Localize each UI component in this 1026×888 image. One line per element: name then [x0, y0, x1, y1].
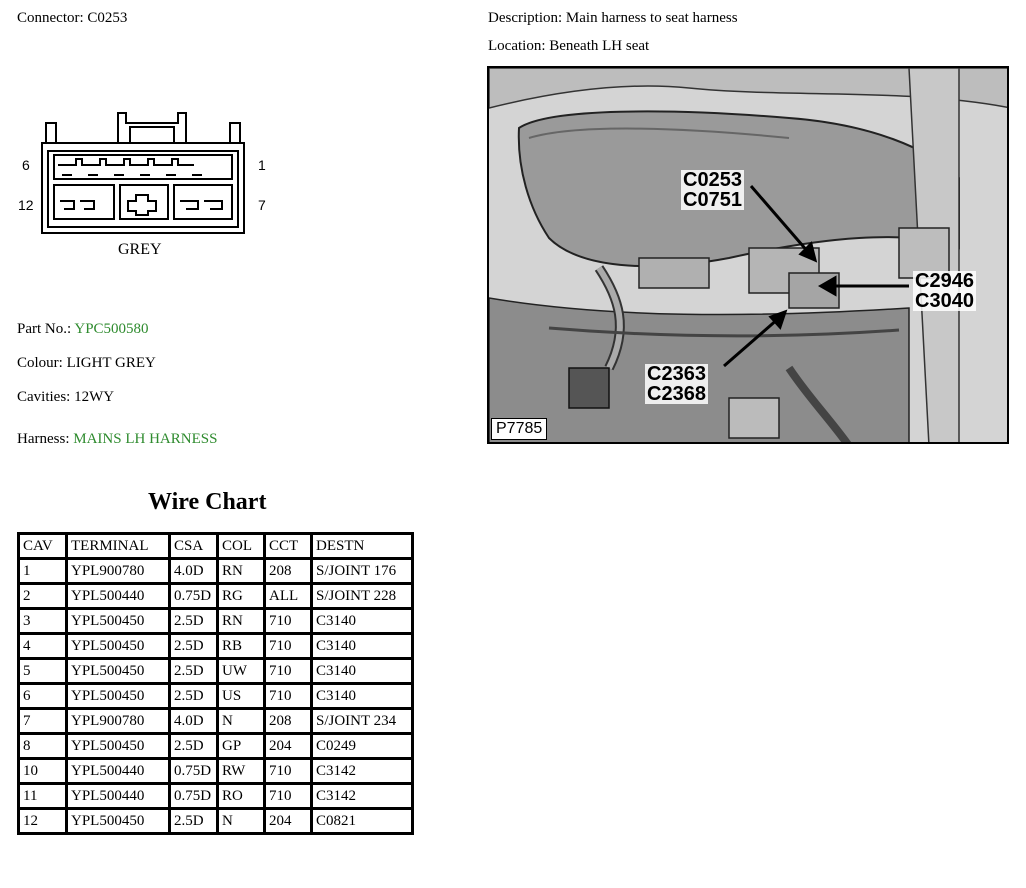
cell-csa: 2.5D [170, 634, 218, 659]
cell-col: US [218, 684, 265, 709]
photo-illustration [489, 68, 1009, 444]
cell-destn: C3140 [312, 634, 413, 659]
connector-colour-label: GREY [118, 241, 162, 258]
cell-col: RW [218, 759, 265, 784]
cell-cct: ALL [265, 584, 312, 609]
cell-cct: 710 [265, 609, 312, 634]
cell-destn: C0821 [312, 809, 413, 834]
callout-c0751-text: C0751 [683, 189, 742, 211]
cell-csa: 2.5D [170, 809, 218, 834]
header-terminal: TERMINAL [67, 534, 170, 559]
cell-terminal: YPL500450 [67, 634, 170, 659]
cell-cav: 6 [19, 684, 67, 709]
harness-line [17, 431, 217, 448]
part-number-line [17, 321, 149, 338]
cell-terminal: YPL500440 [67, 584, 170, 609]
table-row [19, 584, 413, 609]
cell-cct: 710 [265, 684, 312, 709]
cell-csa: 2.5D [170, 734, 218, 759]
wire-chart-body [19, 559, 413, 834]
part-number-value[interactable]: YPC500580 [74, 321, 149, 337]
callout-c0253 [681, 170, 744, 210]
pin-12-label: 12 [18, 197, 34, 213]
cell-destn: S/JOINT 234 [312, 709, 413, 734]
colour-value: LIGHT GREY [66, 355, 156, 371]
header-cav: CAV [19, 534, 67, 559]
cell-destn: C0249 [312, 734, 413, 759]
cavities-line [17, 389, 114, 406]
cell-terminal: YPL500450 [67, 809, 170, 834]
cell-terminal: YPL500440 [67, 784, 170, 809]
cell-terminal: YPL500450 [67, 659, 170, 684]
callout-c2368-text: C2368 [647, 383, 706, 405]
table-row [19, 609, 413, 634]
cell-destn: C3140 [312, 609, 413, 634]
connector-label: Connector: [17, 10, 84, 26]
table-row [19, 659, 413, 684]
location-label: Location: [488, 38, 546, 54]
cell-cct: 208 [265, 559, 312, 584]
colour-line [17, 355, 156, 372]
harness-value[interactable]: MAINS LH HARNESS [73, 431, 218, 447]
cell-cav: 4 [19, 634, 67, 659]
cell-csa: 2.5D [170, 609, 218, 634]
harness-label: Harness: [17, 431, 70, 447]
cell-col: N [218, 709, 265, 734]
wire-chart-table [17, 532, 414, 835]
table-row [19, 809, 413, 834]
table-row [19, 784, 413, 809]
cell-col: RB [218, 634, 265, 659]
callout-c2946-text: C2946 [915, 270, 974, 292]
cell-csa: 0.75D [170, 784, 218, 809]
cell-cav: 7 [19, 709, 67, 734]
cavities-label: Cavities: [17, 389, 71, 405]
cell-terminal: YPL500450 [67, 609, 170, 634]
cell-terminal: YPL500440 [67, 759, 170, 784]
cell-col: RO [218, 784, 265, 809]
cell-cav: 10 [19, 759, 67, 784]
cell-terminal: YPL900780 [67, 709, 170, 734]
cell-cav: 5 [19, 659, 67, 684]
table-row [19, 759, 413, 784]
cell-csa: 4.0D [170, 559, 218, 584]
table-row [19, 734, 413, 759]
location-photo [487, 66, 1009, 444]
cell-col: GP [218, 734, 265, 759]
description-value: Main harness to seat harness [565, 10, 738, 26]
cell-destn: S/JOINT 228 [312, 584, 413, 609]
pin-7-label: 7 [258, 197, 266, 213]
callout-c2363-text: C2363 [647, 363, 706, 385]
cell-col: UW [218, 659, 265, 684]
header-destn: DESTN [312, 534, 413, 559]
cell-col: RN [218, 609, 265, 634]
cell-cav: 8 [19, 734, 67, 759]
part-number-label: Part No.: [17, 321, 72, 337]
callout-c0253-text: C0253 [683, 169, 742, 191]
cell-cav: 2 [19, 584, 67, 609]
connector-value: C0253 [87, 10, 128, 26]
cell-col: N [218, 809, 265, 834]
cell-cct: 208 [265, 709, 312, 734]
table-row [19, 709, 413, 734]
cell-csa: 4.0D [170, 709, 218, 734]
cell-col: RG [218, 584, 265, 609]
connector-face-drawing [18, 105, 278, 235]
cell-destn: C3140 [312, 684, 413, 709]
cell-terminal: YPL500450 [67, 734, 170, 759]
table-row [19, 684, 413, 709]
cavities-value: 12WY [74, 389, 115, 405]
cell-destn: S/JOINT 176 [312, 559, 413, 584]
location-value: Beneath LH seat [549, 38, 650, 54]
cell-cct: 710 [265, 659, 312, 684]
cell-col: RN [218, 559, 265, 584]
callout-c3040-text: C3040 [915, 290, 974, 312]
header-csa: CSA [170, 534, 218, 559]
cell-csa: 2.5D [170, 684, 218, 709]
description-line [488, 10, 738, 27]
pin-1-label: 1 [258, 157, 266, 173]
table-row [19, 559, 413, 584]
description-label: Description: [488, 10, 563, 26]
colour-label: Colour: [17, 355, 63, 371]
cell-cav: 11 [19, 784, 67, 809]
cell-csa: 0.75D [170, 759, 218, 784]
pin-6-label: 6 [22, 157, 30, 173]
header-col: COL [218, 534, 265, 559]
cell-destn: C3140 [312, 659, 413, 684]
cell-cav: 3 [19, 609, 67, 634]
cell-terminal: YPL900780 [67, 559, 170, 584]
location-line [488, 38, 649, 55]
wire-chart-title: Wire Chart [148, 489, 267, 515]
connector-diagram [18, 105, 278, 270]
callout-c2363 [645, 364, 708, 404]
cell-destn: C3142 [312, 759, 413, 784]
header-cct: CCT [265, 534, 312, 559]
cell-cct: 710 [265, 759, 312, 784]
cell-csa: 2.5D [170, 659, 218, 684]
cell-cct: 204 [265, 809, 312, 834]
cell-cct: 710 [265, 634, 312, 659]
cell-cct: 204 [265, 734, 312, 759]
connector-line [17, 10, 127, 27]
callout-c2946 [913, 271, 976, 311]
table-row [19, 634, 413, 659]
cell-destn: C3142 [312, 784, 413, 809]
cell-terminal: YPL500450 [67, 684, 170, 709]
photo-code: P7785 [491, 418, 547, 440]
cell-cav: 1 [19, 559, 67, 584]
cell-csa: 0.75D [170, 584, 218, 609]
wire-chart-header-row [19, 534, 413, 559]
cell-cav: 12 [19, 809, 67, 834]
cell-cct: 710 [265, 784, 312, 809]
